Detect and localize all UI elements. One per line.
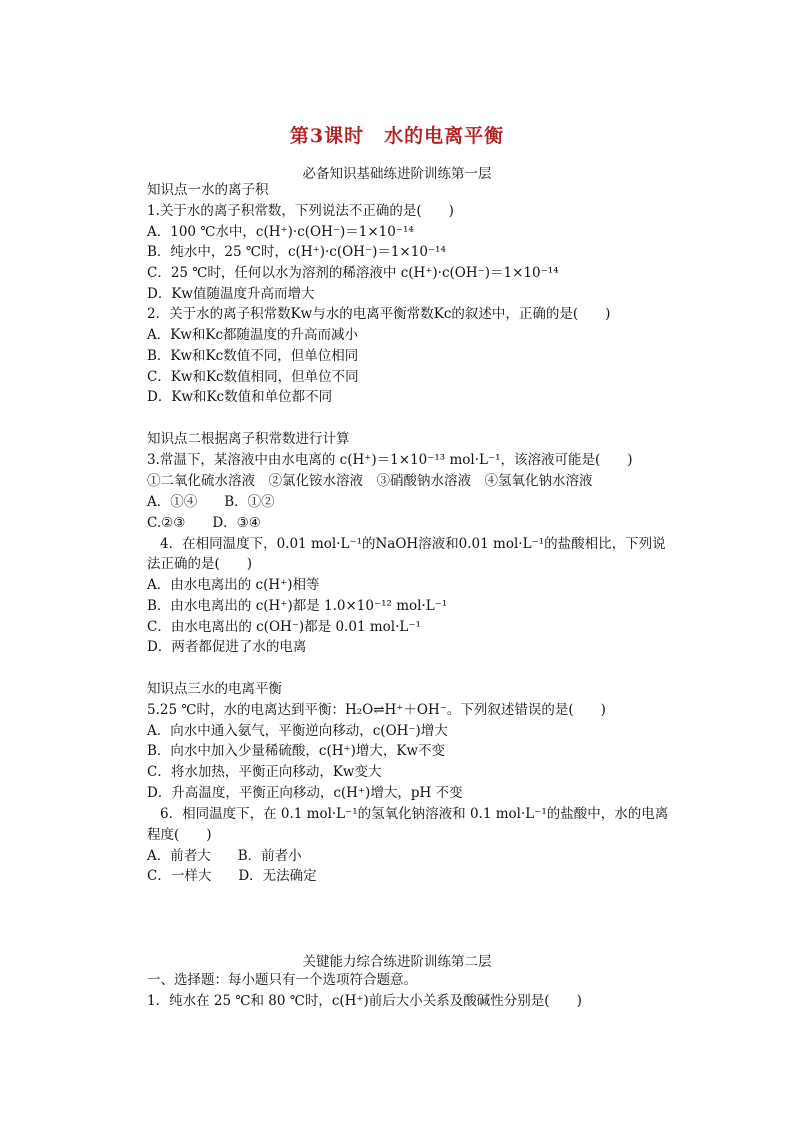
q3-stem: 3.常温下，某溶液中由水电离的 c(H⁺)＝1×10⁻¹³ mol·L⁻¹，该溶液可能是( ) xyxy=(147,452,633,468)
q6-stem-line2: 程度( ) xyxy=(147,827,212,843)
q2-option-a: A．Kw和Kc都随温度的升高而减小 xyxy=(147,327,359,343)
q3-items: ①二氧化硫水溶液 ②氯化铵水溶液 ③硝酸钠水溶液 ④氢氧化钠水溶液 xyxy=(147,473,593,489)
q4-stem-line2: 法正确的是( ) xyxy=(147,556,253,572)
q5-option-d: D．升高温度，平衡正向移动，c(H⁺)增大，pH 不变 xyxy=(147,785,463,801)
q5-option-b: B．向水中加入少量稀硫酸，c(H⁺)增大，Kw不变 xyxy=(147,743,446,759)
q2-option-b: B．Kw和Kc数值不同，但单位相同 xyxy=(147,348,359,364)
q1-option-a: A．100 ℃水中，c(H⁺)·c(OH⁻)＝1×10⁻¹⁴ xyxy=(147,224,414,240)
knowledge-point-3-header: 知识点三水的电离平衡 xyxy=(147,681,282,697)
q1-option-d: D．Kw值随温度升高而增大 xyxy=(147,286,315,302)
q5-option-a: A．向水中通入氨气，平衡逆向移动，c(OH⁻)增大 xyxy=(147,723,448,739)
q3-options-ab: A．①④ B．①② xyxy=(147,494,275,510)
q4-option-b: B．由水电离出的 c(H⁺)都是 1.0×10⁻¹² mol·L⁻¹ xyxy=(147,598,448,614)
q1-option-c: C．25 ℃时，任何以水为溶剂的稀溶液中 c(H⁺)·c(OH⁻)＝1×10⁻¹⁴ xyxy=(147,265,559,281)
q4-option-c: C．由水电离出的 c(OH⁻)都是 0.01 mol·L⁻¹ xyxy=(147,619,421,635)
knowledge-point-2-header: 知识点二根据离子积常数进行计算 xyxy=(147,431,350,447)
q1-option-b: B．纯水中，25 ℃时，c(H⁺)·c(OH⁻)＝1×10⁻¹⁴ xyxy=(147,244,446,260)
q6-options-cd: C．一样大 D．无法确定 xyxy=(147,868,317,884)
q2-option-c: C．Kw和Kc数值相同，但单位不同 xyxy=(147,369,359,385)
page-title: 第3课时 水的电离平衡 xyxy=(289,125,505,147)
q6-stem-line1: 6．相同温度下，在 0.1 mol·L⁻¹的氢氧化钠溶液和 0.1 mol·L⁻¹的盐酸中，水的电离 xyxy=(160,806,669,822)
q7-stem: 1．纯水在 25 ℃和 80 ℃时，c(H⁺)前后大小关系及酸碱性分别是( ) xyxy=(147,993,582,1009)
q4-option-a: A．由水电离出的 c(H⁺)相等 xyxy=(147,577,320,593)
q5-stem: 5.25 ℃时，水的电离达到平衡：H₂O⇌H⁺＋OH⁻。下列叙述错误的是( ) xyxy=(147,702,606,718)
q4-option-d: D．两者都促进了水的电离 xyxy=(147,639,307,655)
knowledge-point-1-header: 知识点一水的离子积 xyxy=(147,182,269,198)
level2-header: 关键能力综合练进阶训练第二层 xyxy=(302,954,492,970)
q1-stem: 1.关于水的离子积常数，下列说法不正确的是( ) xyxy=(147,203,454,219)
q2-stem: 2．关于水的离子积常数Kw与水的电离平衡常数Kc的叙述中，正确的是( ) xyxy=(147,306,611,322)
q4-stem-line1: 4．在相同温度下，0.01 mol·L⁻¹的NaOH溶液和0.01 mol·L⁻¹的盐酸相比，下列说 xyxy=(160,536,666,552)
section-one-instructions: 一、选择题：每小题只有一个选项符合题意。 xyxy=(147,972,417,988)
q3-options-cd: C.②③ D．③④ xyxy=(147,515,261,531)
q6-options-ab: A．前者大 B．前者小 xyxy=(147,848,302,864)
q5-option-c: C．将水加热，平衡正向移动，Kw变大 xyxy=(147,764,382,780)
level1-header: 必备知识基础练进阶训练第一层 xyxy=(302,166,492,182)
q2-option-d: D．Kw和Kc数值和单位都不同 xyxy=(147,389,333,405)
